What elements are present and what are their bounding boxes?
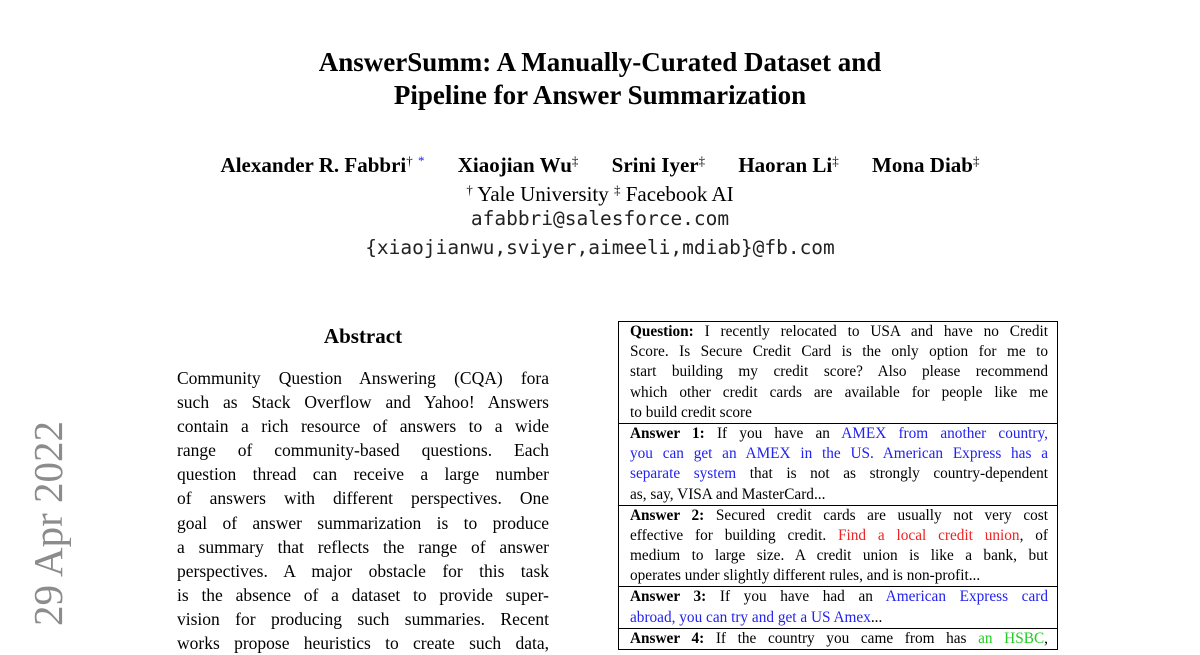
abstract-line: is the absence of a dataset to provide super- <box>177 584 549 605</box>
answer-1-cell: Answer 1: If you have an AMEX from another country, you can get an AMEX in the US. American Express has a separate system that is not as strongly country-dependent as, say, VISA and MasterCard... <box>619 424 1057 506</box>
email-line-1: afabbri@salesforce.com <box>470 207 730 230</box>
abstract-line: such as Stack Overflow and Yahoo! Answers <box>177 392 549 413</box>
abstract-line: vision for producing such summaries. Recent <box>177 608 549 629</box>
title-line-1: AnswerSumm: A Manually-Curated Dataset and <box>318 47 882 77</box>
question-cell: Question: I recently relocated to USA and have no Credit Score. Is Secure Credit Card is the only option for me to start building my credit score? Also please recommend which other credit cards are available for people like me to build credit score <box>619 322 1057 424</box>
answer-4-cell: Answer 4: If the country you came from has an HSBC, <box>619 629 1057 650</box>
answer-2-cell: Answer 2: Secured credit cards are usually not very cost effective for building credit. Find a local credit union, of medium to large size. A credit union is like a bank, but operates under slightly different rules, and is non-profit... <box>619 506 1057 588</box>
abstract-line: contain a rich resource of answers to a wide <box>177 416 549 437</box>
qa-example-figure <box>618 321 1058 650</box>
highlight-span: separate system <box>630 465 737 483</box>
highlight-span: abroad, you can try and get a US Amex <box>630 608 871 626</box>
highlight-span: an HSBC <box>978 629 1045 647</box>
highlight-span: AMEX from another country, <box>841 424 1048 442</box>
abstract-line: Community Question Answering (CQA) fora <box>177 368 549 388</box>
abstract-line: range of community-based questions. Each <box>177 440 549 461</box>
title-line-2: Pipeline for Answer Summarization <box>393 80 807 110</box>
author-list <box>0 147 1200 179</box>
answer-3-cell: Answer 3: If you have had an American Express card abroad, you can try and get a US Amex... <box>619 587 1057 628</box>
arxiv-date-stamp: 29 Apr 2022 <box>25 421 71 626</box>
author: Haoran Li‡ <box>738 153 839 177</box>
author: Mona Diab‡ <box>872 153 980 177</box>
highlight-span: you can get an AMEX in the US. American Express has a <box>630 445 1048 463</box>
author: Alexander R. Fabbri† * <box>220 153 425 177</box>
author: Srini Iyer‡ <box>611 153 706 177</box>
abstract-body <box>177 366 549 655</box>
email-line-2: {xiaojianwu,sviyer,aimeeli,mdiab}@fb.com <box>365 236 835 259</box>
author: Xiaojian Wu‡ <box>457 153 579 177</box>
abstract-line: a summary that reflects the range of answer <box>177 536 549 557</box>
abstract-line: question thread can receive a large number <box>177 464 549 485</box>
abstract-heading: Abstract <box>323 324 403 348</box>
abstract-line: perspectives. A major obstacle for this task <box>177 560 549 581</box>
abstract-line: goal of answer summarization is to produce <box>177 512 549 533</box>
highlight-span: American Express card <box>885 588 1048 606</box>
abstract-line: works propose heuristics to create such data, <box>177 633 549 654</box>
paper-title <box>0 46 1200 112</box>
abstract-line: of answers with different perspectives. One <box>177 488 549 509</box>
footnote-star[interactable]: * <box>417 153 425 168</box>
affiliations: † Yale University ‡ Facebook AI <box>466 182 734 206</box>
highlight-span: Find a local credit union <box>838 526 1020 544</box>
